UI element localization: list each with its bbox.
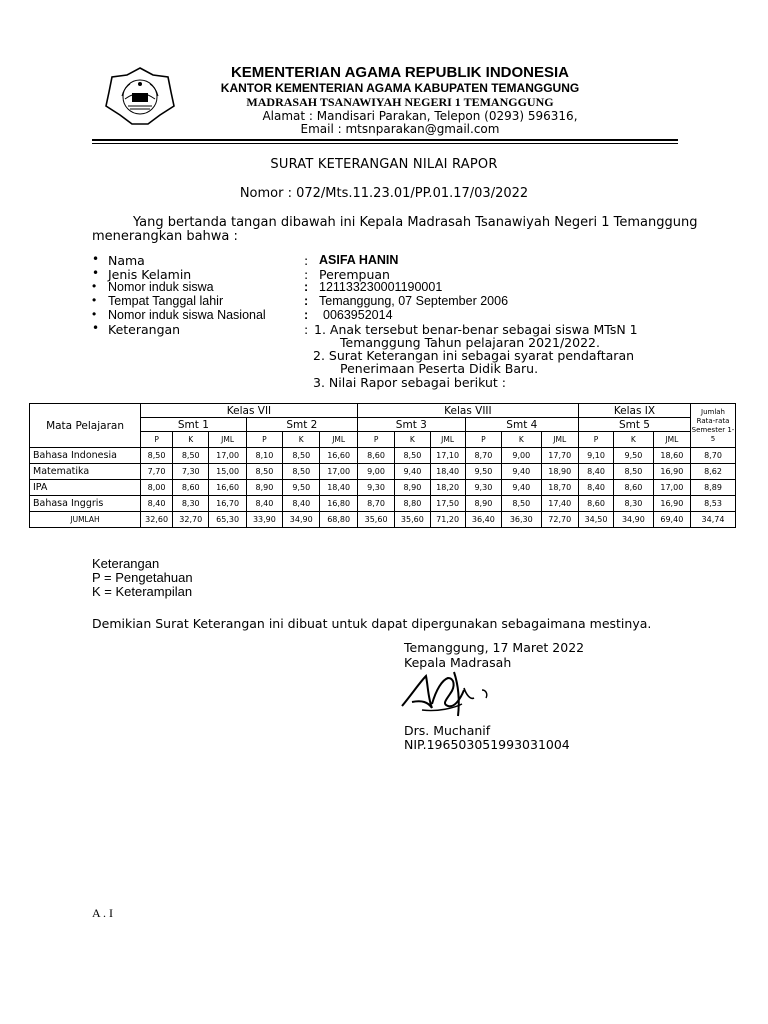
grade-cell: 7,30 bbox=[173, 464, 209, 480]
grade-cell: 8,00 bbox=[141, 480, 173, 496]
grade-cell: 16,60 bbox=[209, 480, 246, 496]
grade-cell: 8,50 bbox=[141, 448, 173, 464]
grade-cell: 8,60 bbox=[614, 480, 654, 496]
grade-cell: 16,60 bbox=[320, 448, 357, 464]
grade-cell: 17,00 bbox=[653, 480, 690, 496]
grade-cell: 9,40 bbox=[502, 464, 542, 480]
signatory-name: Drs. Muchanif bbox=[404, 723, 491, 738]
grade-cell: 16,80 bbox=[320, 496, 357, 512]
grade-cell: 9,40 bbox=[502, 480, 542, 496]
grade-cell: 9,50 bbox=[283, 480, 320, 496]
subcol-p: P bbox=[357, 432, 394, 448]
subject-cell: IPA bbox=[30, 480, 141, 496]
total-cell: 71,20 bbox=[430, 512, 465, 528]
subcol-p: P bbox=[578, 432, 613, 448]
field-colon: : bbox=[304, 253, 309, 268]
intro-line-2: menerangkan bahwa : bbox=[92, 229, 238, 244]
note-line: Temanggung Tahun pelajaran 2021/2022. bbox=[340, 335, 600, 350]
total-row bbox=[30, 512, 736, 528]
grade-cell: 8,40 bbox=[578, 464, 613, 480]
grade-cell: 18,70 bbox=[541, 480, 578, 496]
grades-table bbox=[29, 403, 736, 528]
average-cell: 8,70 bbox=[691, 448, 736, 464]
field-colon: : bbox=[304, 267, 309, 282]
grade-cell: 18,20 bbox=[430, 480, 465, 496]
field-label: Tempat Tanggal lahir bbox=[108, 294, 224, 308]
class-header: Kelas IX bbox=[578, 404, 690, 418]
field-label: Nomor induk siswa bbox=[108, 280, 214, 294]
field-value: Perempuan bbox=[319, 267, 390, 282]
grade-cell: 16,70 bbox=[209, 496, 246, 512]
total-cell: 32,60 bbox=[141, 512, 173, 528]
semester-header: Smt 3 bbox=[357, 418, 465, 432]
grade-cell: 8,50 bbox=[283, 464, 320, 480]
bullet: • bbox=[92, 293, 97, 307]
bullet: • bbox=[92, 321, 100, 335]
class-header: Kelas VII bbox=[141, 404, 358, 418]
grade-cell: 8,30 bbox=[614, 496, 654, 512]
field-colon: : bbox=[304, 308, 309, 322]
grade-cell: 9,50 bbox=[465, 464, 501, 480]
grade-cell: 8,70 bbox=[357, 496, 394, 512]
grade-cell: 7,70 bbox=[141, 464, 173, 480]
grade-cell: 17,70 bbox=[541, 448, 578, 464]
ministry-title: KEMENTERIAN AGAMA REPUBLIK INDONESIA bbox=[230, 64, 570, 81]
total-cell: 68,80 bbox=[320, 512, 357, 528]
subject-cell: Matematika bbox=[30, 464, 141, 480]
subcol-jml: JML bbox=[541, 432, 578, 448]
field-keterangan bbox=[92, 322, 692, 336]
semester-header: Smt 4 bbox=[465, 418, 578, 432]
field-ttl bbox=[92, 294, 692, 308]
grade-cell: 8,50 bbox=[246, 464, 282, 480]
grade-cell: 9,00 bbox=[502, 448, 542, 464]
grade-cell: 17,40 bbox=[541, 496, 578, 512]
document-title: SURAT KETERANGAN NILAI RAPOR bbox=[270, 157, 498, 172]
subcol-k: K bbox=[614, 432, 654, 448]
grade-cell: 8,90 bbox=[395, 480, 430, 496]
field-jenis-kelamin bbox=[92, 267, 692, 281]
grade-cell: 9,40 bbox=[395, 464, 430, 480]
bullet: • bbox=[92, 279, 97, 293]
total-cell: 35,60 bbox=[357, 512, 394, 528]
field-label: Jenis Kelamin bbox=[108, 267, 192, 282]
bullet: • bbox=[92, 307, 97, 321]
total-cell: 69,40 bbox=[653, 512, 690, 528]
grade-cell: 16,90 bbox=[653, 464, 690, 480]
subject-cell: Bahasa Inggris bbox=[30, 496, 141, 512]
field-value: 121133230001190001 bbox=[319, 280, 443, 294]
field-colon: : bbox=[304, 322, 309, 337]
document-number: Nomor : 072/Mts.11.23.01/PP.01.17/03/2022 bbox=[239, 186, 529, 201]
total-label: JUMLAH bbox=[30, 512, 141, 528]
grade-cell: 8,60 bbox=[357, 448, 394, 464]
subcol-p: P bbox=[246, 432, 282, 448]
grade-cell: 8,10 bbox=[246, 448, 282, 464]
field-value: Temanggung, 07 September 2006 bbox=[319, 294, 509, 308]
grade-cell: 8,30 bbox=[173, 496, 209, 512]
grade-cell: 17,00 bbox=[209, 448, 246, 464]
total-cell: 34,90 bbox=[614, 512, 654, 528]
legend bbox=[92, 557, 193, 599]
subcol-k: K bbox=[173, 432, 209, 448]
bullet: • bbox=[92, 266, 100, 280]
average-cell: 8,53 bbox=[691, 496, 736, 512]
grade-cell: 9,10 bbox=[578, 448, 613, 464]
field-value: 0063952014 bbox=[323, 308, 393, 322]
subcol-k: K bbox=[283, 432, 320, 448]
grade-cell: 8,40 bbox=[578, 480, 613, 496]
grade-cell: 8,90 bbox=[465, 496, 501, 512]
field-label: Keterangan bbox=[108, 322, 181, 337]
grade-cell: 8,50 bbox=[395, 448, 430, 464]
handwritten-signature-icon bbox=[398, 664, 508, 724]
total-cell: 34,90 bbox=[283, 512, 320, 528]
intro-line-1: Yang bertanda tangan dibawah ini Kepala Madrasah Tsanawiyah Negeri 1 Temanggung bbox=[133, 215, 698, 230]
field-nama bbox=[92, 253, 692, 267]
grade-cell: 9,30 bbox=[465, 480, 501, 496]
subject-header: Mata Pelajaran bbox=[30, 404, 141, 448]
total-cell: 35,60 bbox=[395, 512, 430, 528]
grade-cell: 8,40 bbox=[246, 496, 282, 512]
table-header-row bbox=[30, 404, 736, 418]
grade-cell: 8,60 bbox=[173, 480, 209, 496]
school-title: MADRASAH TSANAWIYAH NEGERI 1 TEMANGGUNG bbox=[246, 95, 554, 109]
legend-p: P = Pengetahuan bbox=[92, 570, 193, 585]
subcol-k: K bbox=[502, 432, 542, 448]
subcol-jml: JML bbox=[430, 432, 465, 448]
grade-cell: 8,40 bbox=[141, 496, 173, 512]
grade-cell: 9,30 bbox=[357, 480, 394, 496]
closing-statement: Demikian Surat Keterangan ini dibuat untuk dapat dipergunakan sebagaimana mestinya. bbox=[92, 616, 652, 631]
note-line: Penerimaan Peserta Didik Baru. bbox=[340, 361, 539, 376]
subcol-k: K bbox=[395, 432, 430, 448]
field-value: ASIFA HANIN bbox=[319, 253, 399, 267]
table-row bbox=[30, 464, 736, 480]
subject-cell: Bahasa Indonesia bbox=[30, 448, 141, 464]
grade-cell: 18,60 bbox=[653, 448, 690, 464]
grade-cell: 9,00 bbox=[357, 464, 394, 480]
total-cell: 65,30 bbox=[209, 512, 246, 528]
grade-cell: 16,90 bbox=[653, 496, 690, 512]
grade-cell: 17,50 bbox=[430, 496, 465, 512]
subcol-jml: JML bbox=[320, 432, 357, 448]
semester-header: Smt 1 bbox=[141, 418, 247, 432]
total-cell: 72,70 bbox=[541, 512, 578, 528]
field-colon: : bbox=[304, 294, 309, 308]
office-title: KANTOR KEMENTERIAN AGAMA KABUPATEN TEMANGGUNG bbox=[220, 81, 580, 95]
grade-cell: 8,50 bbox=[502, 496, 542, 512]
grade-cell: 8,40 bbox=[283, 496, 320, 512]
signatory-position: Kepala Madrasah bbox=[404, 655, 512, 670]
total-cell: 36,40 bbox=[465, 512, 501, 528]
field-value: 1. Anak tersebut benar-benar sebagai siswa MTsN 1 bbox=[314, 322, 638, 337]
footer-code: A . I bbox=[92, 906, 113, 920]
subcol-jml: JML bbox=[653, 432, 690, 448]
table-row bbox=[30, 448, 736, 464]
table-row bbox=[30, 480, 736, 496]
subcol-p: P bbox=[141, 432, 173, 448]
place-date: Temanggung, 17 Maret 2022 bbox=[404, 640, 585, 655]
table-row bbox=[30, 496, 736, 512]
grade-cell: 17,10 bbox=[430, 448, 465, 464]
field-nisn bbox=[92, 308, 692, 322]
class-header: Kelas VIII bbox=[357, 404, 578, 418]
total-average-cell: 34,74 bbox=[691, 512, 736, 528]
grade-cell: 18,40 bbox=[320, 480, 357, 496]
legend-title: Keterangan bbox=[92, 556, 160, 571]
semester-header: Smt 2 bbox=[246, 418, 357, 432]
average-header: Jumlah Rata-rata Semester 1-5 bbox=[691, 404, 736, 448]
note-line: 2. Surat Keterangan ini sebagai syarat pendaftaran bbox=[313, 348, 635, 363]
field-label: Nama bbox=[108, 253, 145, 268]
average-cell: 8,89 bbox=[691, 480, 736, 496]
field-colon: : bbox=[304, 280, 309, 294]
grade-cell: 15,00 bbox=[209, 464, 246, 480]
total-cell: 34,50 bbox=[578, 512, 613, 528]
grade-cell: 8,50 bbox=[283, 448, 320, 464]
subcol-p: P bbox=[465, 432, 501, 448]
grade-cell: 8,60 bbox=[578, 496, 613, 512]
total-cell: 36,30 bbox=[502, 512, 542, 528]
grade-cell: 18,90 bbox=[541, 464, 578, 480]
field-label: Nomor induk siswa Nasional bbox=[108, 308, 266, 322]
grade-cell: 18,40 bbox=[430, 464, 465, 480]
grade-cell: 9,50 bbox=[614, 448, 654, 464]
semester-header: Smt 5 bbox=[578, 418, 690, 432]
field-nomor-induk bbox=[92, 280, 692, 294]
grade-cell: 8,50 bbox=[614, 464, 654, 480]
letterhead-rule-thick bbox=[92, 139, 678, 141]
school-address: Alamat : Mandisari Parakan, Telepon (0293) 596316, bbox=[262, 109, 578, 123]
total-cell: 33,90 bbox=[246, 512, 282, 528]
grade-cell: 17,00 bbox=[320, 464, 357, 480]
signatory-nip: NIP.196503051993031004 bbox=[404, 737, 570, 752]
grade-cell: 8,70 bbox=[465, 448, 501, 464]
legend-k: K = Keterampilan bbox=[92, 584, 193, 599]
letterhead-rule-thin bbox=[92, 143, 678, 144]
total-cell: 32,70 bbox=[173, 512, 209, 528]
bullet: • bbox=[92, 252, 100, 266]
kemenag-emblem-icon bbox=[104, 66, 176, 126]
grade-cell: 8,90 bbox=[246, 480, 282, 496]
school-email: Email : mtsnparakan@gmail.com bbox=[300, 122, 500, 136]
note-line: 3. Nilai Rapor sebagai berikut : bbox=[313, 375, 507, 390]
grade-cell: 8,50 bbox=[173, 448, 209, 464]
subcol-jml: JML bbox=[209, 432, 246, 448]
grade-cell: 8,80 bbox=[395, 496, 430, 512]
average-cell: 8,62 bbox=[691, 464, 736, 480]
